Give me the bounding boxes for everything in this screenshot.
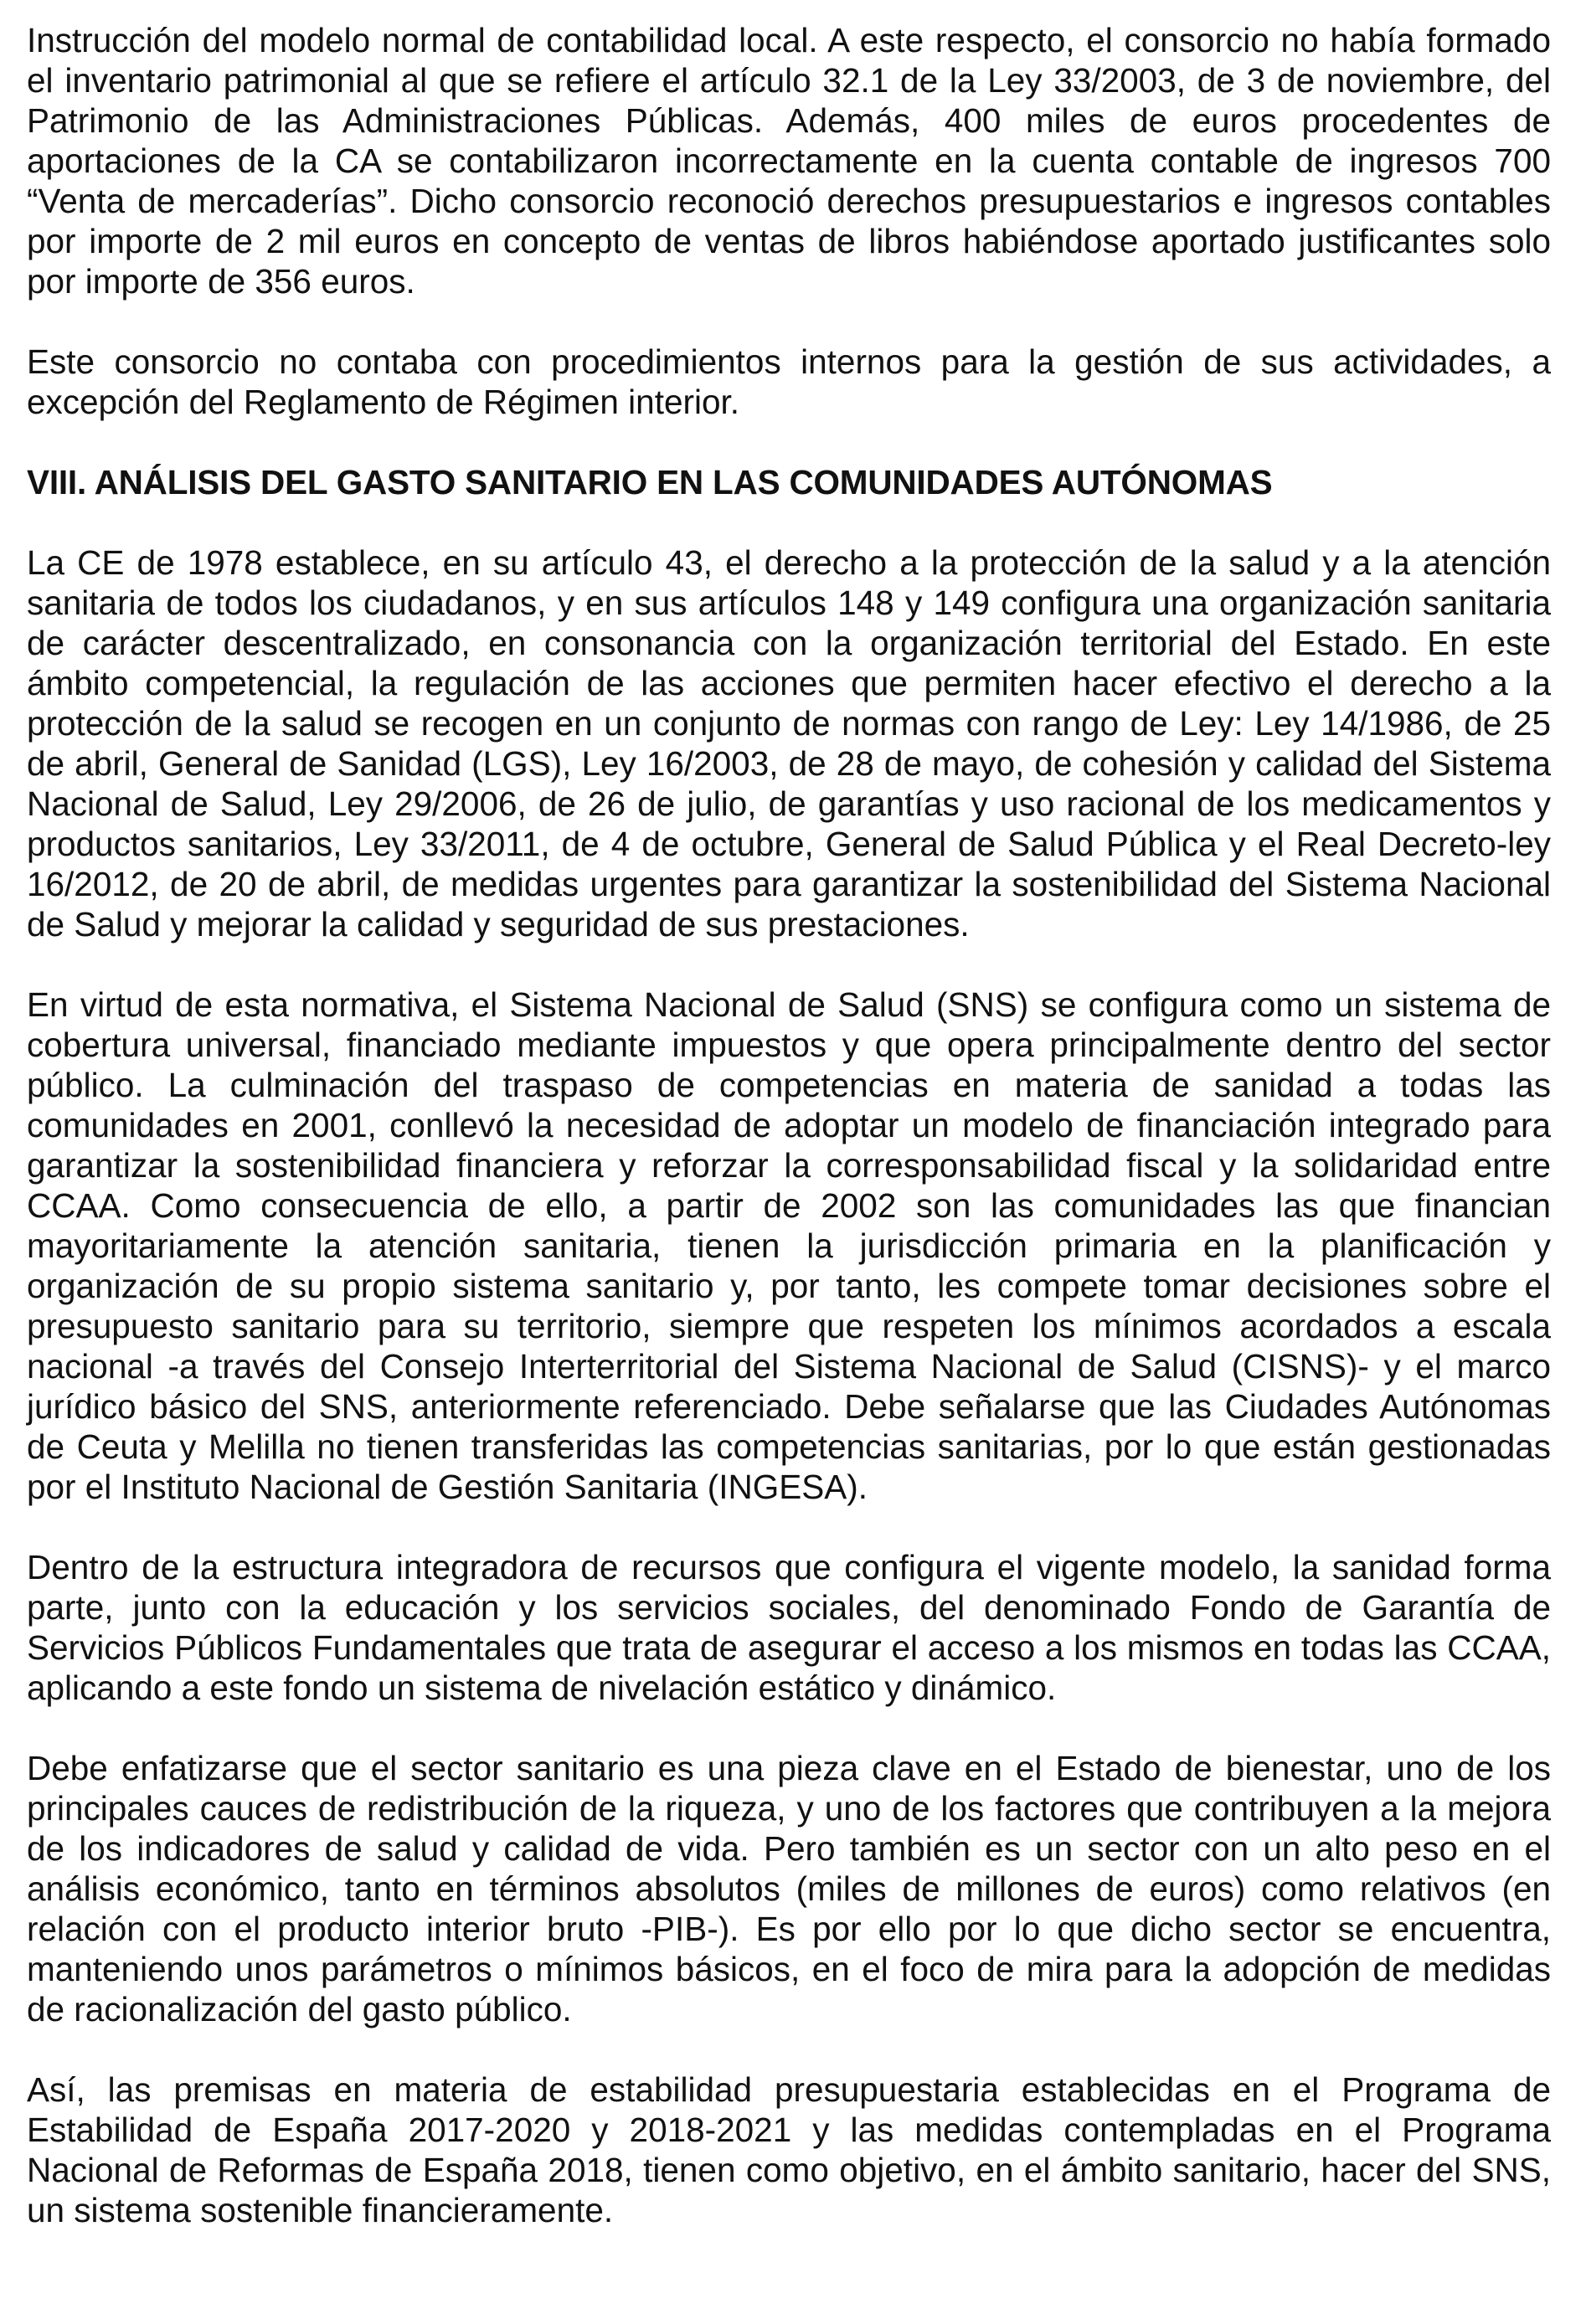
document-page <box>27 20 1551 2270</box>
section-heading: VIII. ANÁLISIS DEL GASTO SANITARIO EN LAS COMUNIDADES AUTÓNOMAS <box>27 463 1273 501</box>
paragraph-estabilidad-presupuestaria: Así, las premisas en materia de estabilidad presupuestaria establecidas en el Programa de Estabilidad de España 2017-2020 y 2018-2021 y las medidas contempladas en el Programa Nacional de Reformas de España 2018, tienen como objetivo, en el ámbito sanitario, hacer del SNS, un sistema sostenible financieramente. <box>27 2070 1551 2229</box>
paragraph-consorcio-procedimientos: Este consorcio no contaba con procedimientos internos para la gestión de sus actividades, a excepción del Reglamento de Régimen interior. <box>27 342 1551 421</box>
paragraph-sns-configuracion: En virtud de esta normativa, el Sistema Nacional de Salud (SNS) se configura como un sistema de cobertura universal, financiado mediante impuestos y que opera principalmente dentro del sector público. La culminación del traspaso de competencias en materia de sanidad a todas las comunidades en 2001, conllevó la necesidad de adoptar un modelo de financiación integrado para garantizar la sostenibilidad financiera y reforzar la corresponsabilidad fiscal y la solidaridad entre CCAA. Como consecuencia de ello, a partir de 2002 son las comunidades las que financian mayoritariamente la atención sanitaria, tienen la jurisdicción primaria en la planificación y organización de su propio sistema sanitario y, por tanto, les compete tomar decisiones sobre el presupuesto sanitario para su territorio, siempre que respeten los mínimos acordados a escala nacional -a través del Consejo Interterritorial del Sistema Nacional de Salud (CISNS)- y el marco jurídico básico del SNS, anteriormente referenciado. Debe señalarse que las Ciudades Autónomas de Ceuta y Melilla no tienen transferidas las competencias sanitarias, por lo que están gestionadas por el Instituto Nacional de Gestión Sanitaria (INGESA). <box>27 985 1551 1506</box>
paragraph-consorcio-inventario: Instrucción del modelo normal de contabilidad local. A este respecto, el consorcio no había formado el inventario patrimonial al que se refiere el artículo 32.1 de la Ley 33/2003, de 3 de noviembre, del Patrimonio de las Administraciones Públicas. Además, 400 miles de euros procedentes de aportaciones de la CA se contabilizaron incorrectamente en la cuenta contable de ingresos 700 “Venta de mercaderías”. Dicho consorcio reconoció derechos presupuestarios e ingresos contables por importe de 2 mil euros en concepto de ventas de libros habiéndose aportado justificantes solo por importe de 356 euros. <box>27 21 1551 301</box>
paragraph-sector-sanitario: Debe enfatizarse que el sector sanitario es una pieza clave en el Estado de bienestar, uno de los principales cauces de redistribución de la riqueza, y uno de los factores que contribuyen a la mejora de los indicadores de salud y calidad de vida. Pero también es un sector con un alto peso en el análisis económico, tanto en términos absolutos (miles de millones de euros) como relativos (en relación con el producto interior bruto -PIB-). Es por ello por lo que dicho sector se encuentra, manteniendo unos parámetros o mínimos básicos, en el foco de mira para la adopción de medidas de racionalización del gasto público. <box>27 1749 1551 2028</box>
paragraph-fondo-garantia: Dentro de la estructura integradora de recursos que configura el vigente modelo, la sanidad forma parte, junto con la educación y los servicios sociales, del denominado Fondo de Garantía de Servicios Públicos Fundamentales que trata de asegurar el acceso a los mismos en todas las CCAA, aplicando a este fondo un sistema de nivelación estático y dinámico. <box>27 1548 1551 1707</box>
paragraph-ce-1978: La CE de 1978 establece, en su artículo 43, el derecho a la protección de la salud y a la atención sanitaria de todos los ciudadanos, y en sus artículos 148 y 149 configura una organización sanitaria de carácter descentralizado, en consonancia con la organización territorial del Estado. En este ámbito competencial, la regulación de las acciones que permiten hacer efectivo el derecho a la protección de la salud se recogen en un conjunto de normas con rango de Ley: Ley 14/1986, de 25 de abril, General de Sanidad (LGS), Ley 16/2003, de 28 de mayo, de cohesión y calidad del Sistema Nacional de Salud, Ley 29/2006, de 26 de julio, de garantías y uso racional de los medicamentos y productos sanitarios, Ley 33/2011, de 4 de octubre, General de Salud Pública y el Real Decreto-ley 16/2012, de 20 de abril, de medidas urgentes para garantizar la sostenibilidad del Sistema Nacional de Salud y mejorar la calidad y seguridad de sus prestaciones. <box>27 543 1551 943</box>
